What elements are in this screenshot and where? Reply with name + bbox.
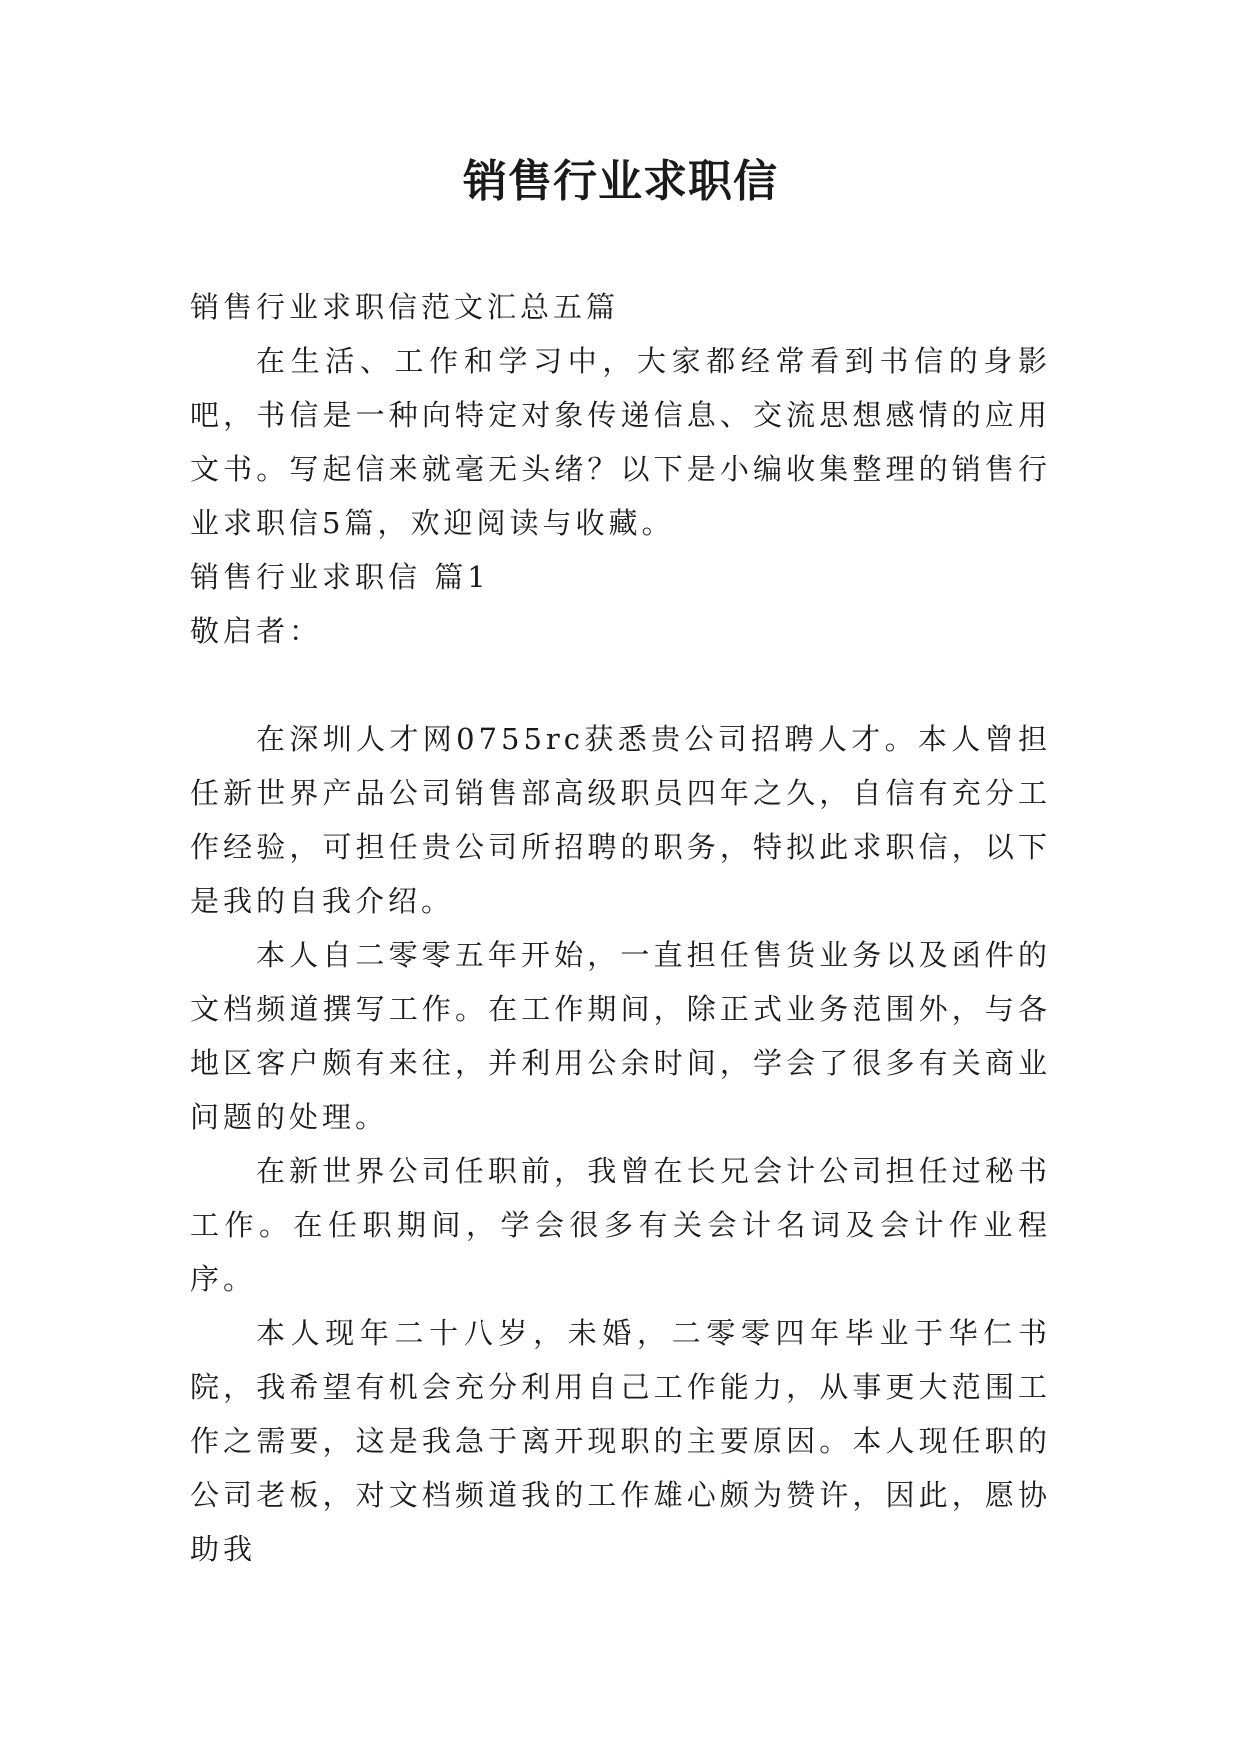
document-subtitle: 销售行业求职信范文汇总五篇	[190, 290, 620, 324]
section-heading: 销售行业求职信 篇1	[190, 560, 490, 594]
salutation: 敬启者：	[190, 614, 323, 648]
body-paragraph-4: 本人现年二十八岁，未婚，二零零四年毕业于华仁书院，我希望有机会充分利用自己工作能力，从事更大范围工作之需要，这是我急于离开现职的主要原因。本人现任职的公司老板，对文档频道我的工作雄心颇为赞许，因此，愿协助我	[190, 1316, 1051, 1566]
intro-paragraph: 在生活、工作和学习中，大家都经常看到书信的身影吧，书信是一种向特定对象传递信息、交流思想感情的应用文书。写起信来就毫无头绪？以下是小编收集整理的销售行业求职信5篇，欢迎阅读与收藏。	[190, 344, 1051, 540]
blank-line	[190, 658, 1051, 712]
body-paragraph-2: 本人自二零零五年开始，一直担任售货业务以及函件的文档频道撰写工作。在工作期间，除正式业务范围外，与各地区客户颇有来往，并利用公余时间，学会了很多有关商业问题的处理。	[190, 938, 1051, 1134]
document-title: 销售行业求职信	[463, 156, 778, 207]
body-paragraph-3: 在新世界公司任职前，我曾在长兄会计公司担任过秘书工作。在任职期间，学会很多有关会计名词及会计作业程序。	[190, 1154, 1051, 1296]
body-paragraph-1: 在深圳人才网0755rc获悉贵公司招聘人才。本人曾担任新世界产品公司销售部高级职员四年之久，自信有充分工作经验，可担任贵公司所招聘的职务，特拟此求职信，以下是我的自我介绍。	[190, 722, 1051, 918]
